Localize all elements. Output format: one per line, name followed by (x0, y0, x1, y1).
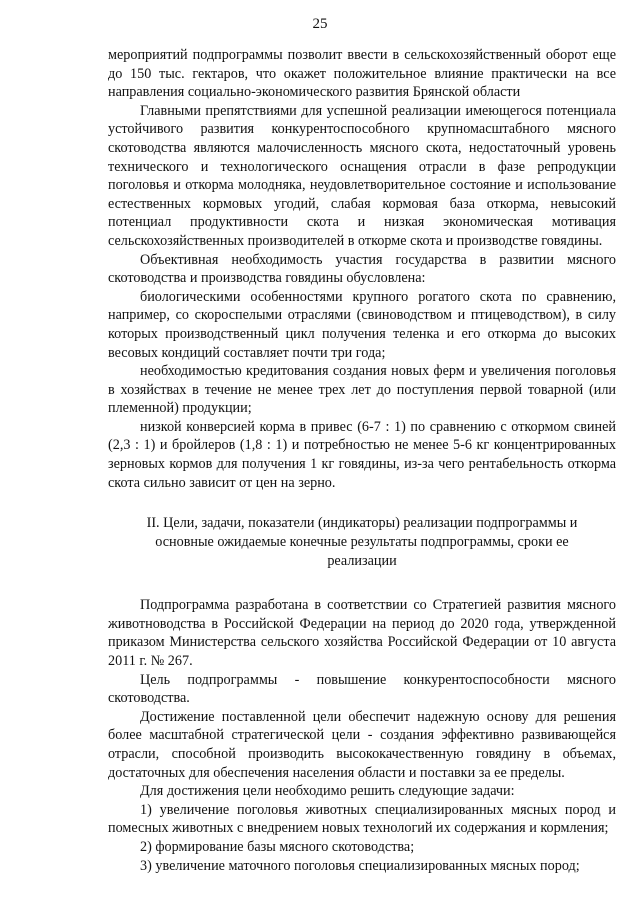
list-item: 3) увеличение маточного поголовья специализированных мясных пород; (140, 857, 580, 874)
paragraph: Подпрограмма разработана в соответствии со Стратегией развития мясного животноводства в Российской Федерации на период до 2020 года, утвержденной приказом Министерства сельского хозяйства Российской Федерации от 10 августа 2011 г. № 267. (108, 597, 616, 670)
document-body (108, 46, 616, 875)
spacer (108, 571, 616, 596)
paragraph: мероприятий подпрограммы позволит ввести в сельскохозяйственный оборот еще до 150 тыс. гектаров, что окажет положительное влияние практически на все направления социально-экономического развития Брянской области (108, 47, 616, 101)
paragraph: Главными препятствиями для успешной реализации имеющегося потенциала устойчивого развития конкурентоспособного крупномасштабного мясного скотоводства являются малочисленность мясного скота, недостаточный уровень технического и технологического оснащения отрасли в фазе репродукции поголовья и откорма молодняка, неудовлетворительное состояние и использование естественных кормовых угодий, слабая кормовая база откорма, невысокий потенциал продуктивности скота и низкая экономическая мотивация сельскохозяйственных производителей в откорме скота и производстве говядины. (108, 102, 616, 249)
paragraph: необходимостью кредитования создания новых ферм и увеличения поголовья в хозяйствах в течение не менее трех лет до поступления первой товарной (или племенной) продукции; (108, 363, 616, 417)
section-heading: II. Цели, задачи, показатели (индикаторы) реализации подпрограммы и основные ожидаемые конечные результаты подпрограммы, сроки ее реализации (146, 515, 578, 570)
paragraph: Цель подпрограммы - повышение конкурентоспособности мясного скотоводства. (108, 671, 616, 707)
paragraph: Для достижения цели необходимо решить следующие задачи: (140, 783, 515, 800)
paragraph: Достижение поставленной цели обеспечит надежную основу для решения более масштабной стратегической цели - создания эффективно развивающейся отрасли, способной производить высококачественную говядину в объемах, достаточных для обеспечения населения области и поставки за ее пределы. (108, 708, 616, 781)
page-number: 25 (312, 16, 328, 32)
paragraph: Объективная необходимость участия государства в развитии мясного скотоводства и производства говядины обусловлена: (108, 251, 616, 287)
paragraph: низкой конверсией корма в привес (6-7 : 1) по сравнению с откормом свиней (2,3 : 1) и бройлеров (1,8 : 1) и потребностью не менее 5-6 кг концентрированных зерновых кормов для получения 1 кг говядины, из-за чего рентабельность откорма скота сильно зависит от цен на зерно. (108, 418, 616, 491)
list-item: 1) увеличение поголовья животных специализированных мясных пород и помесных животных с внедрением новых технологий их содержания и кормления; (108, 801, 616, 837)
list-item: 2) формирование базы мясного скотоводства; (140, 838, 415, 855)
paragraph: биологическими особенностями крупного рогатого скота по сравнению, например, со скороспелыми отраслями (свиноводством и птицеводством), в силу которых производственный цикл получения теленка и его откорма до высоких весовых кондиций составляет почти три года; (108, 288, 616, 361)
